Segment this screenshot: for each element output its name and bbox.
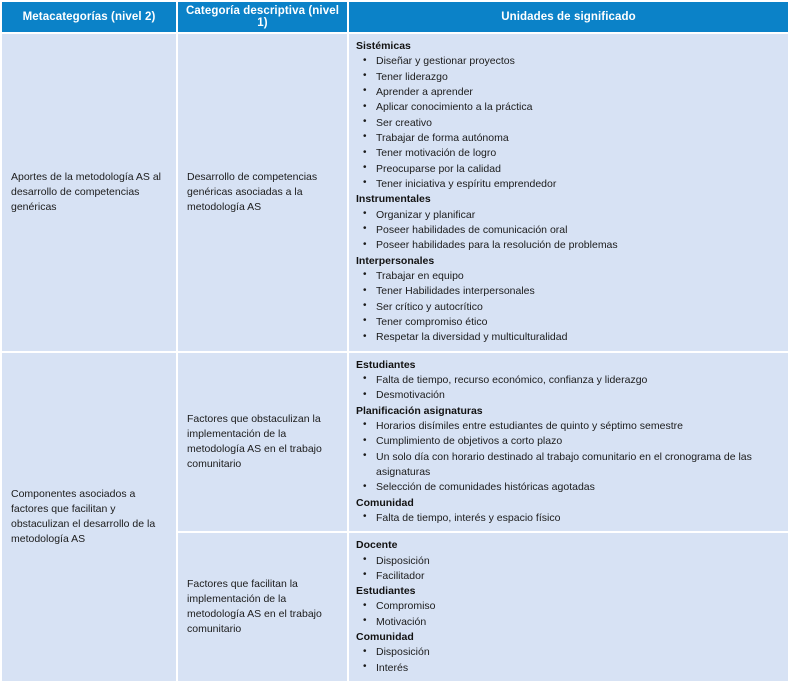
list-item: • Organizar y planificar [356, 208, 780, 223]
group-heading: Comunidad [356, 631, 414, 644]
bullet-list [356, 554, 780, 585]
bullet-list [356, 645, 780, 676]
list-item: • Aplicar conocimiento a la práctica [356, 100, 780, 115]
cell-metacategoria [2, 34, 176, 351]
list-item: • Motivación [356, 615, 780, 630]
list-item: • Tener liderazgo [356, 70, 780, 85]
group-heading: Sistémicas [356, 40, 411, 52]
table-row [2, 34, 788, 351]
list-item: • Poseer habilidades de comunicación oral [356, 223, 780, 238]
header-unidades-significado: Unidades de significado [349, 2, 788, 32]
list-item: • Ser crítico y autocrítico [356, 300, 780, 315]
cell-unidades [349, 353, 788, 532]
bullet-list [356, 373, 780, 404]
list-item: • Un solo día con horario destinado al trabajo comunitario en el cronograma de las asignaturas [356, 450, 780, 481]
list-item: • Desmotivación [356, 388, 780, 403]
group-heading: Planificación asignaturas [356, 404, 483, 417]
list-item: • Disposición [356, 554, 780, 569]
cell-unidades [349, 34, 788, 351]
list-item: • Falta de tiempo, recurso económico, confianza y liderazgo [356, 373, 780, 388]
cell-categoria [178, 533, 347, 681]
group-heading: Estudiantes [356, 358, 416, 371]
group-heading: Docente [356, 539, 398, 552]
header-row [2, 2, 788, 32]
list-item: • Aprender a aprender [356, 85, 780, 100]
bullet-list [356, 511, 780, 526]
metacategoria-text: Aportes de la metodología AS al desarrollo de competencias genéricas [11, 170, 162, 213]
bullet-list [356, 599, 780, 630]
list-item: • Tener motivación de logro [356, 146, 780, 161]
cell-unidades [349, 533, 788, 681]
categoria-text: Factores que facilitan la implementación de la metodología AS en el trabajo comunitario [187, 578, 322, 636]
list-item: • Compromiso [356, 599, 780, 614]
table-row [2, 353, 788, 532]
categoria-text: Factores que obstaculizan la implementación de la metodología AS en el trabajo comunitario [187, 413, 322, 470]
list-item: • Cumplimiento de objetivos a corto plazo [356, 434, 780, 449]
list-item: • Selección de comunidades históricas agotadas [356, 480, 780, 495]
list-item: • Interés [356, 661, 780, 676]
list-item: • Tener compromiso ético [356, 315, 780, 330]
table-header [2, 2, 788, 32]
cell-categoria [178, 34, 347, 351]
header-metacategorias: Metacategorías (nivel 2) [2, 2, 176, 32]
list-item: • Tener Habilidades interpersonales [356, 284, 780, 299]
list-item: • Horarios disímiles entre estudiantes de quinto y séptimo semestre [356, 419, 780, 434]
cell-metacategoria [2, 353, 176, 682]
header-categoria-descriptiva: Categoría descriptiva (nivel 1) [178, 2, 347, 32]
list-item: • Preocuparse por la calidad [356, 162, 780, 177]
group-heading: Comunidad [356, 496, 414, 509]
list-item: • Respetar la diversidad y multiculturalidad [356, 330, 780, 345]
bullet-list [356, 419, 780, 496]
list-item: • Disposición [356, 645, 780, 660]
list-item: • Trabajar en equipo [356, 269, 780, 284]
cell-categoria [178, 353, 347, 532]
list-item: • Facilitador [356, 569, 780, 584]
list-item: • Falta de tiempo, interés y espacio físico [356, 511, 780, 526]
list-item: • Trabajar de forma autónoma [356, 131, 780, 146]
list-item: • Tener iniciativa y espíritu emprendedor [356, 177, 780, 192]
group-heading: Estudiantes [356, 585, 416, 598]
list-item: • Poseer habilidades para la resolución de problemas [356, 238, 780, 253]
bullet-list [356, 54, 780, 192]
bullet-list [356, 208, 780, 254]
categoria-text: Desarrollo de competencias genéricas asociadas a la metodología AS [187, 170, 318, 213]
metacategoria-text: Componentes asociados a factores que facilitan y obstaculizan el desarrollo de la metodología AS [11, 488, 156, 545]
bullet-list [356, 269, 780, 346]
list-item: • Ser creativo [356, 116, 780, 131]
group-heading: Instrumentales [356, 193, 431, 206]
table-body [2, 34, 788, 681]
list-item: • Diseñar y gestionar proyectos [356, 54, 780, 69]
group-heading: Interpersonales [356, 254, 435, 267]
